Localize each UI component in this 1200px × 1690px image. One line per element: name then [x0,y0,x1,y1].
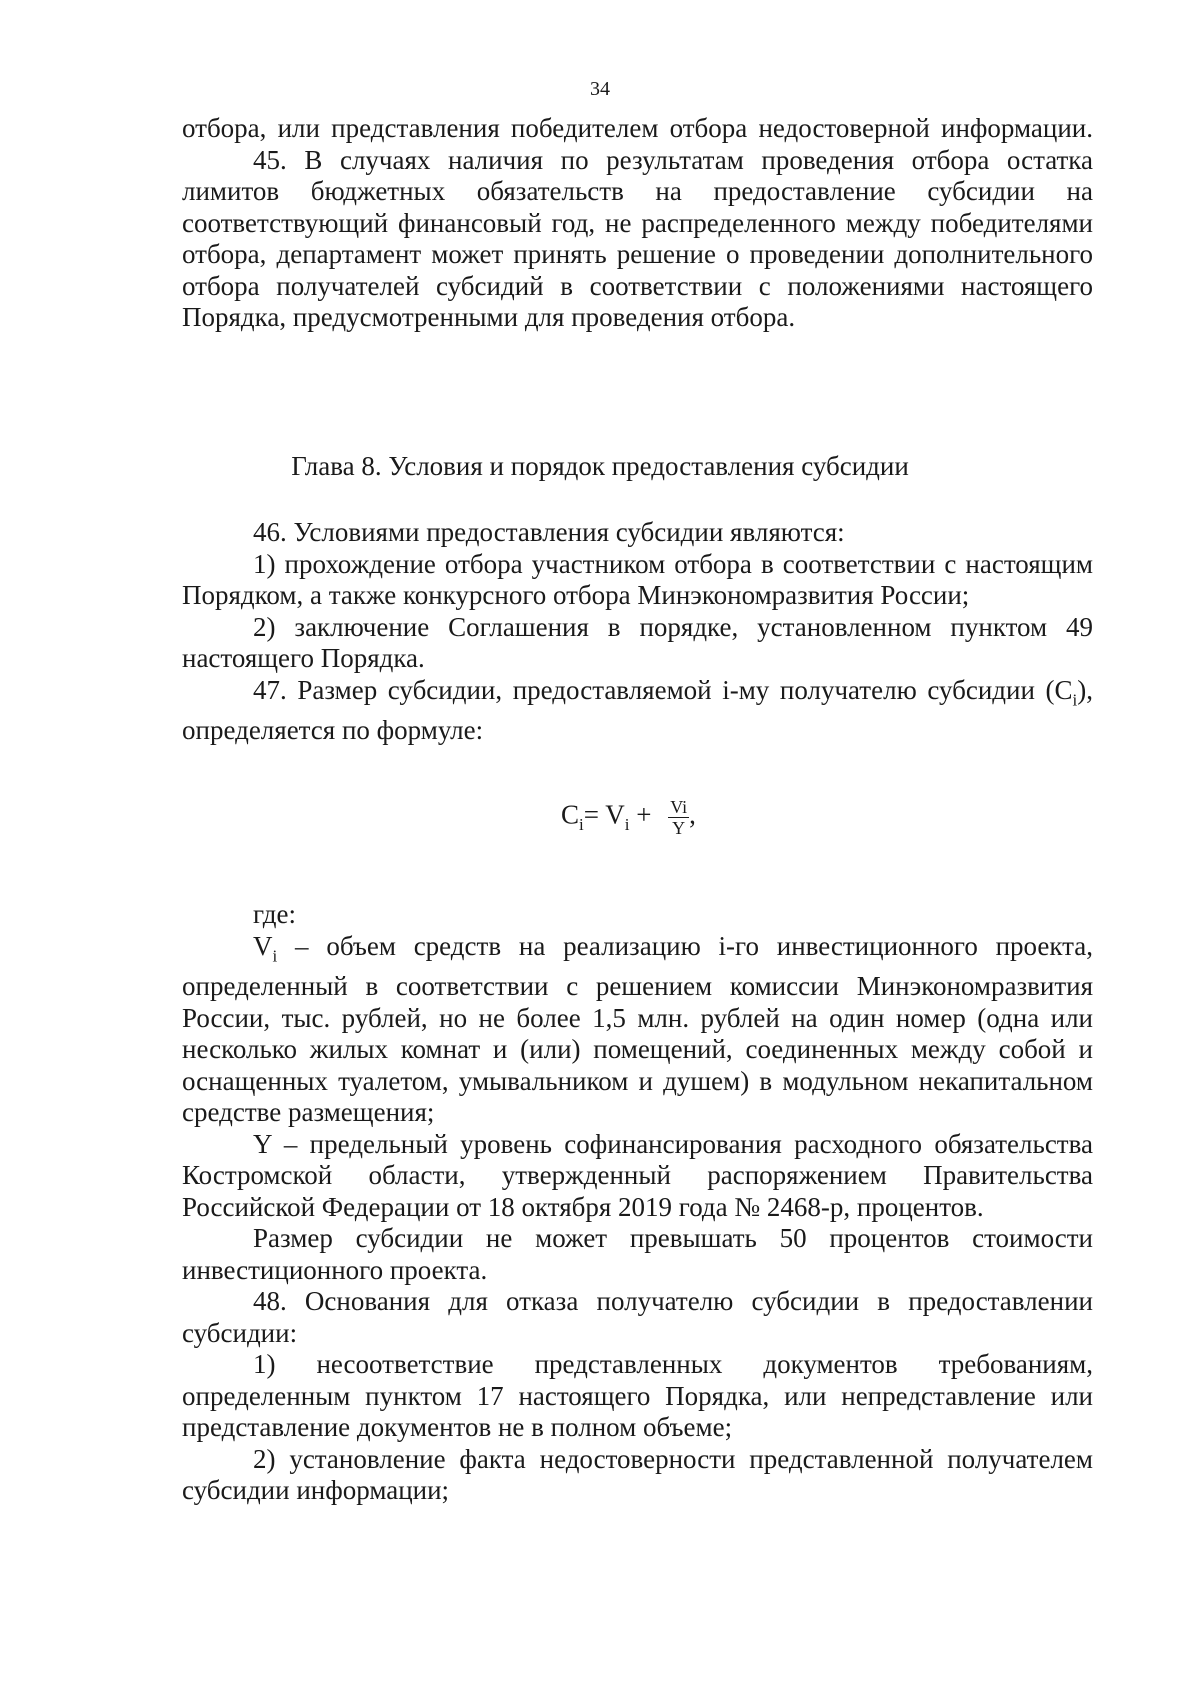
paragraph-48: 48. Основания для отказа получателю субсидии в предоставлении субсидии: [182,1286,1093,1348]
paragraph-46-item-1: 1) прохождение отбора участником отбора в соответствии с настоящим Порядком, а также конкурсного отбора Минэкономразвития России; [182,548,1093,610]
page-number: 34 [590,78,610,100]
definition-vi: $V_i$ – объем средств на реализацию i-го инвестиционного проекта, определенный в соответствии с решением комиссии Минэкономразвития России, тыс. рублей, но не более 1,5 млн. рублей на один номер (одна или несколько жилых комнат и (или) помещений, соединенных между собой и оснащенных туалетом, умывальником и душем) в модульном некапитальном средстве размещения; [182,930,1093,1128]
section-block-3 [182,899,1093,1507]
paragraph-48-item-2: 2) установление факта недостоверности представленной получателем субсидии информации; [182,1443,1093,1506]
chapter-title: Глава 8. Условия и порядок предоставления субсидии [291,451,909,481]
paragraph-46-item-2: 2) заключение Соглашения в порядке, установленном пунктом 49 настоящего Порядка. [182,611,1093,673]
paragraph-48-item-1: 1) несоответствие представленных документов требованиям, определенным пунктом 17 настоящего Порядка, или непредставление или представление документов не в полном объеме; [182,1349,1093,1443]
paragraph-47: 47. Размер субсидии, предоставляемой i-му получателю субсидии $(C_i)$, определяется по формуле: [182,674,1093,746]
section-block-2 [182,517,1093,747]
where-label: где: [253,899,296,929]
definition-y: Y – предельный уровень софинансирования расходного обязательства Костромской области, утвержденный распоряжением Правительства Российской Федерации от 18 октября 2019 года № 2468-р, процентов. [182,1128,1093,1222]
paragraph-limit: Размер субсидии не может превышать 50 процентов стоимости инвестиционного проекта. [182,1223,1093,1285]
section-block-1 [182,113,1093,334]
subsidy-formula: $C_i= V_i$ + $\frac{Vi}{Y}$ , [561,797,696,838]
paragraph-45: 45. В случаях наличия по результатам проведения отбора остатка лимитов бюджетных обязательств на предоставление субсидии на соответствующий финансовый год, не распределенного между победителями отбора, департамент может принять решение о проведении дополнительного отбора получателей субсидий в соответствии с положениями настоящего Порядка, предусмотренными для проведения отбора. [182,144,1093,332]
formula-fraction: $\frac{Vi}{Y}$ [670,797,688,838]
paragraph-continuation: отбора, или представления победителем отбора недостоверной информации. [182,113,1093,143]
paragraph-46: 46. Условиями предоставления субсидии являются: [253,517,845,547]
